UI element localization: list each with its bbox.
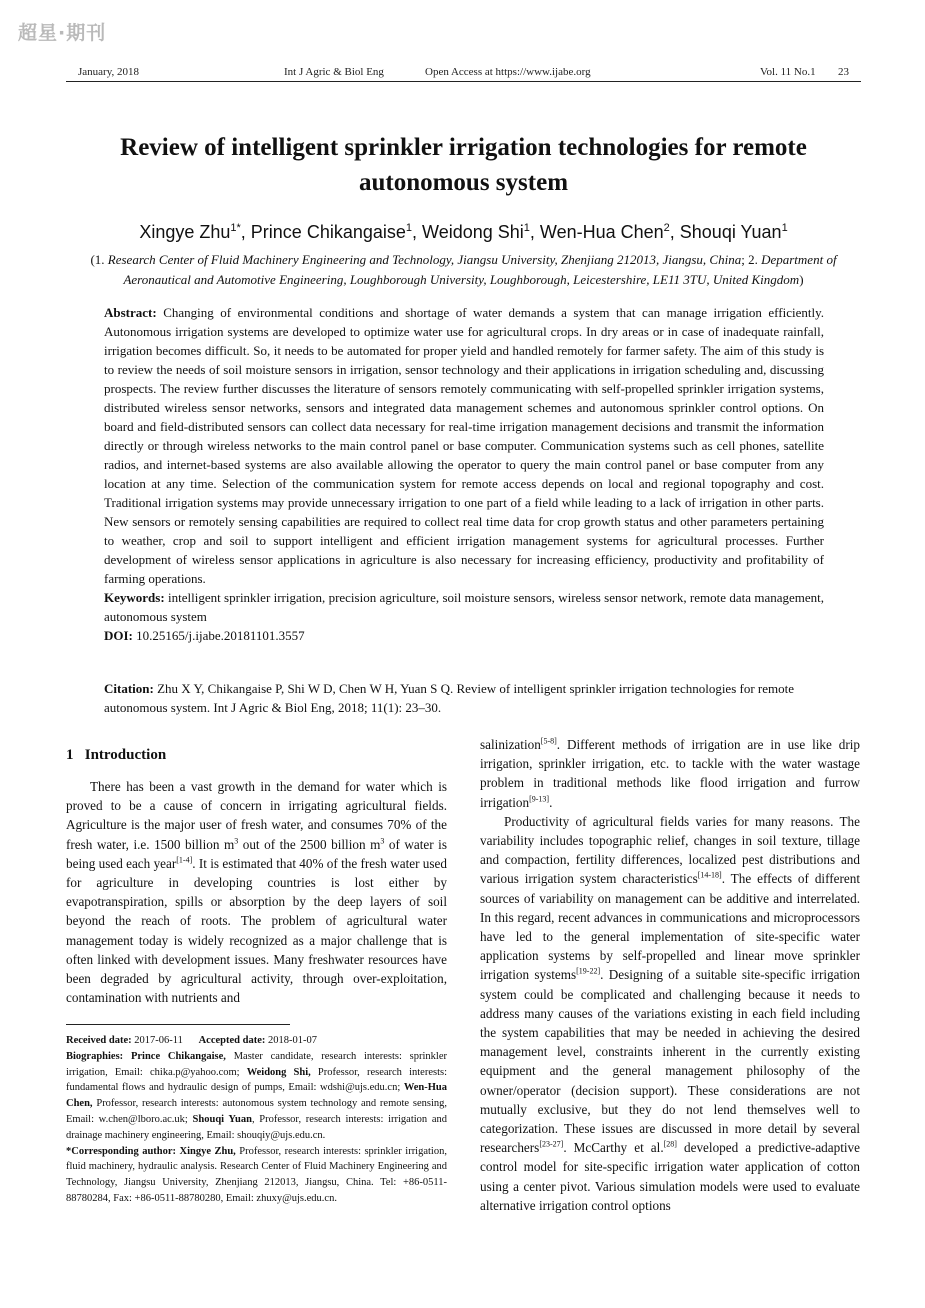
title-line-2: autonomous system bbox=[358, 169, 569, 196]
header-rule bbox=[66, 81, 861, 82]
header-volume: Vol. 11 No.1 bbox=[760, 66, 816, 78]
biographies: Biographies: Prince Chikangaise, Master candidate, research interests: sprinkler irrigation, Email: chika.p@yahoo.com; Weidong Shi, Professor, research interests: fundamental flows and hydraulic design of pumps, Email: wdshi@ujs.edu.cn; Wen-Hua Chen, Professor, research interests: autonomous system technology and remote sensing, Email: w.chen@lboro.ac.uk; Shouqi Yuan, Professor, research interests: irrigation and drainage machinery engineering, Email: shouqiy@ujs.edu.cn. bbox=[66, 1050, 447, 1141]
author: Xingye Zhu$^{1*}$, bbox=[139, 222, 251, 242]
footnote-rule bbox=[66, 1024, 290, 1025]
keywords: Keywords: intelligent sprinkler irrigation, precision agriculture, soil moisture sensors, wireless sensor network, remote data management, autonomous system bbox=[104, 590, 824, 624]
watermark-logo: 超星·期刊 bbox=[18, 22, 107, 44]
corresponding-author: *Corresponding author: Xingye Zhu, Professor, research interests: sprinkler irrigation, fluid machinery, hydraulic analysis. Research Center of Fluid Machinery Engineering and Technology, Jiangsu University, Zhenjiang 212013, Jiangsu, China. Tel: +86-0511-88780284, Fax: +86-0511-88780280, Email: zhuxy@ujs.edu.cn. bbox=[66, 1145, 447, 1204]
title-line-1: Review of intelligent sprinkler irrigation technologies for remote bbox=[120, 134, 807, 161]
header-access: Open Access at https://www.ijabe.org bbox=[425, 66, 591, 78]
header-date: January, 2018 bbox=[78, 66, 139, 78]
right-column bbox=[480, 735, 860, 1215]
author: Wen-Hua Chen$^2$, bbox=[539, 222, 680, 242]
author: Prince Chikangaise$^1$, bbox=[250, 222, 423, 242]
received-accepted: Received date: 2017-06-11 Accepted date: 2018-01-07 bbox=[66, 1035, 317, 1046]
footnote bbox=[66, 1033, 447, 1207]
author-list bbox=[66, 222, 861, 243]
paper-title bbox=[66, 130, 861, 200]
intro-paragraph-1: There has been a vast growth in the demand for water which is proved to be a cause of concern in irrigating agricultural fields. Agriculture is the major user of fresh water, and consumes 70% of the fresh water, i.e. 1500 billion $m^3$ out of the 2500 billion $m^3$ of water is being used each year[1-4]. It is estimated that 40% of the fresh water used for agriculture in developing countries is lost either by evapotranspiration, spills or absorption by the deep layers of soil beyond the reach of roots. The problem of agricultural water management today is widely recognized as a major challenge that is often linked with development issues. Many freshwater resources have been degraded by agricultural activity, through over-exploitation, contamination with nutrients and bbox=[66, 779, 447, 1006]
intro-paragraph-2: Productivity of agricultural fields varies for many reasons. The variability includes topographic relief, changes in soil texture, tillage and compaction, fertility differences, localized pest distributions and various irrigation system characteristics[14-18]. The effects of different sources of variability on management can be additive and interrelated. In this regard, recent advances in communications and microprocessors have led to the general implementation of site-specific water application systems by self-propelled and linear move sprinkler irrigation systems[19-22]. Designing of a suitable site-specific irrigation system could be complicated and challenging because it needs to address many causes of the variations existing in each field including the system capabilities that may be needed in achieving the desired management level, constraints inherent in the currently existing equipment and the general management philosophy of the owner/operator (decision support). These considerations are not mutually exclusive, but they do not lend themselves well to categorization. These issues are discussed in more detail by several researchers[23-27]. McCarthy et al.[28] developed a predictive-adaptive control model for site-specific irrigation water application of cotton using a center pivot. Various simulation models were used to evaluate alternative irrigation control options bbox=[480, 813, 860, 1213]
author: Shouqi Yuan$^1$ bbox=[679, 222, 788, 242]
affiliations: (1. Research Center of Fluid Machinery Engineering and Technology, Jiangsu University, Zhenjiang 212013, Jiangsu, China; 2. Department of Aeronautical and Automotive Engineering, Loughborough University, Loughborough, Leicestershire, LE11 3TU, United Kingdom) bbox=[90, 252, 837, 287]
header-journal: Int J Agric & Biol Eng bbox=[284, 66, 384, 78]
header-page-number: 23 bbox=[838, 66, 849, 78]
intro-paragraph-1-cont: salinization[5-8]. Different methods of irrigation are in use like drip irrigation, sprinkler irrigation, etc. to tackle with the water wastage problem in traditional methods like flood irrigation and furrow irrigation[9-13]. bbox=[480, 736, 860, 810]
doi: DOI: 10.25165/j.ijabe.20181101.3557 bbox=[104, 628, 305, 643]
section-heading: 1 Introduction bbox=[66, 747, 167, 763]
left-column bbox=[66, 777, 447, 1007]
abstract: Abstract: Changing of environmental conditions and shortage of water demands a system that can manage irrigation efficiently. Autonomous irrigation systems are developed to optimize water use for agricultural crops. In dry areas or in case of inadequate rainfall, irrigation becomes difficult. So, it needs to be automated for proper yield and handled remotely for farmer safety. The aim of this study is to review the needs of soil moisture sensors in irrigation, sensor technology and their applications in irrigation scheduling and, discussing prospects. The review further discusses the literature of sensors remotely communicating with self-propelled sprinkler irrigation systems, distributed wireless sensor networks, sensors and integrated data management schemes and autonomous sprinkler control options. On board and field-distributed sensors can collect data necessary for real-time irrigation management decisions and transmit the information directly or through wireless networks to the main control panel or base computer. Communication systems such as cell phones, satellite radios, and internet-based systems are also available allowing the operator to query the main control panel or base computer from any location at any time. Selection of the communication system for remote access depends on local and regional topography and cost. Traditional irrigation systems may provide unnecessary irrigation to one part of a field while leading to a lack of irrigation in other parts. New sensors or remotely sensing capabilities are required to collect real time data for crop growth status and other parameters pertaining to weather, crop and soil to support intelligent and efficient irrigation management systems for agricultural processes. Further development of wireless sensor applications in agriculture is also necessary for increasing efficiency, productivity and profitability of farming operations. bbox=[104, 305, 825, 586]
citation: Citation: Zhu X Y, Chikangaise P, Shi W D, Chen W H, Yuan S Q. Review of intelligent sprinkler irrigation technologies for remote autonomous system. Int J Agric & Biol Eng, 2018; 11(1): 23–30. bbox=[104, 681, 795, 715]
abstract-block bbox=[104, 303, 824, 645]
author: Weidong Shi$^1$, bbox=[422, 222, 540, 242]
